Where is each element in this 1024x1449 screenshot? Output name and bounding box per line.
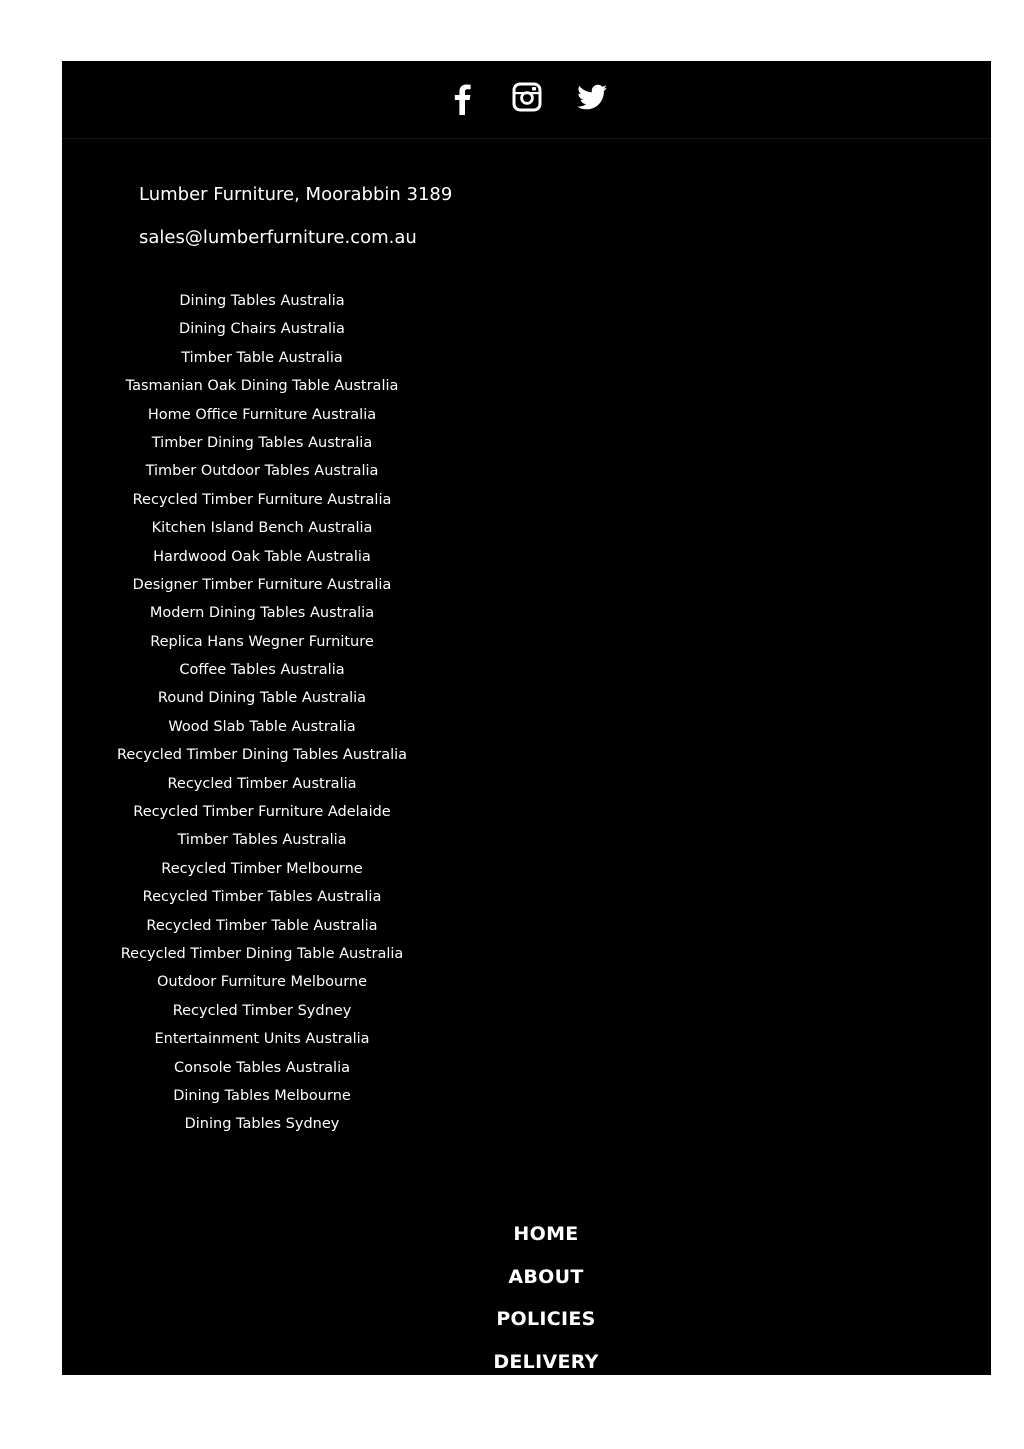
footer-link[interactable]: Coffee Tables Australia	[179, 662, 345, 679]
footer-link[interactable]: Recycled Timber Tables Australia	[142, 889, 382, 906]
nav-about[interactable]: ABOUT	[508, 1265, 584, 1288]
footer-link[interactable]: Timber Tables Australia	[177, 832, 347, 849]
footer-link[interactable]: Kitchen Island Bench Australia	[151, 520, 373, 537]
instagram-icon[interactable]	[509, 79, 545, 115]
footer-link[interactable]: Round Dining Table Australia	[157, 690, 367, 707]
footer-link[interactable]: Dining Tables Melbourne	[173, 1087, 351, 1104]
footer-link[interactable]: Designer Timber Furniture Australia	[132, 576, 392, 593]
footer-link[interactable]: Modern Dining Tables Australia	[149, 605, 375, 622]
footer-link[interactable]: Timber Table Australia	[181, 349, 343, 366]
contact-email-link[interactable]: sales@lumberfurniture.com.au	[139, 227, 417, 248]
footer-link[interactable]: Timber Outdoor Tables Australia	[145, 463, 379, 480]
footer-link[interactable]: Console Tables Australia	[174, 1059, 350, 1076]
footer-link[interactable]: Recycled Timber Furniture Adelaide	[133, 804, 391, 821]
facebook-icon[interactable]	[445, 79, 481, 115]
footer-link[interactable]: Wood Slab Table Australia	[168, 718, 356, 735]
footer-link[interactable]: Dining Tables Sydney	[184, 1116, 340, 1133]
footer-nav	[446, 1213, 646, 1375]
footer-link[interactable]: Timber Dining Tables Australia	[151, 434, 373, 451]
footer-link[interactable]: Outdoor Furniture Melbourne	[156, 974, 368, 991]
footer-link[interactable]: Recycled Timber Dining Table Australia	[120, 945, 404, 962]
footer-link[interactable]: Entertainment Units Australia	[154, 1031, 370, 1048]
seo-link-list	[62, 287, 462, 1139]
twitter-icon[interactable]	[574, 79, 610, 115]
nav-delivery[interactable]: DELIVERY	[493, 1351, 599, 1374]
site-footer	[62, 61, 991, 1375]
footer-link[interactable]: Recycled Timber Furniture Australia	[132, 491, 392, 508]
contact-address: Lumber Furniture, Moorabbin 3189	[139, 184, 453, 205]
footer-link[interactable]: Recycled Timber Table Australia	[146, 917, 378, 934]
footer-link[interactable]: Home Office Furniture Australia	[147, 406, 377, 423]
footer-link[interactable]: Tasmanian Oak Dining Table Australia	[125, 378, 399, 395]
social-bar	[62, 61, 991, 139]
footer-link[interactable]: Recycled Timber Dining Tables Australia	[116, 747, 408, 764]
footer-link[interactable]: Recycled Timber Sydney	[172, 1002, 352, 1019]
footer-link[interactable]: Recycled Timber Australia	[167, 775, 357, 792]
footer-link[interactable]: Recycled Timber Melbourne	[161, 860, 363, 877]
footer-link[interactable]: Hardwood Oak Table Australia	[153, 548, 371, 565]
nav-policies[interactable]: POLICIES	[496, 1308, 596, 1331]
footer-link[interactable]: Dining Chairs Australia	[179, 321, 345, 338]
footer-link[interactable]: Replica Hans Wegner Furniture	[150, 633, 374, 650]
footer-link[interactable]: Dining Tables Australia	[179, 293, 345, 309]
nav-home[interactable]: HOME	[513, 1223, 579, 1245]
